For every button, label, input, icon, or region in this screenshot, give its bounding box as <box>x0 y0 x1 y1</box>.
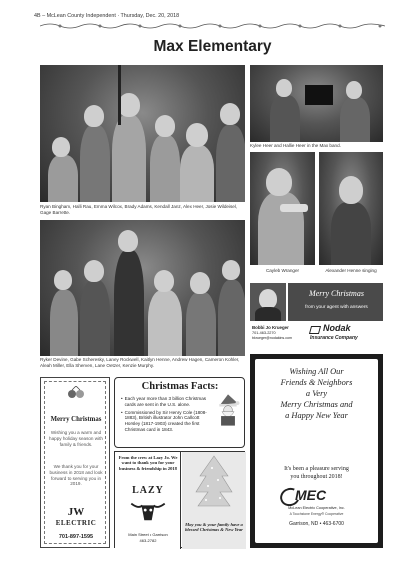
nodak-ad <box>250 283 383 346</box>
lazy-address-2: 463-2782 <box>139 538 157 543</box>
photo5-caption: Ryker Devine, Gabe Scheresky, Laney Rockwell, Kaitlyn Henne, Andrew Hagen, Cameron Kohler, Aleah Miller, Ella Sherven, Lane Oetzer, Kenzie Murphy. <box>40 357 240 368</box>
photo-singing-kids <box>40 65 245 202</box>
mec-line-2: Friends & Neighbors <box>280 378 353 387</box>
photo-trumpet <box>250 152 315 265</box>
mec-brand-tag: A Touchstone Energy® Cooperative <box>289 512 344 516</box>
lazy-jo-ad <box>114 451 245 548</box>
jw-body-2: We thank you for your business in 2018 and look forward to serving you in 2019. <box>49 464 103 487</box>
mec-serving-1: It's been a pleasure serving <box>284 466 349 472</box>
nodak-brand: Nodak <box>323 323 351 333</box>
mec-line-1: Wishing All Our <box>289 367 344 376</box>
fact-2: • Commissioned by Sir Henry Cole (1808-1883), British illustrator John Callcott Horsley (1817-1903) created the first Christmas card in 1843. <box>121 409 207 432</box>
mec-line-4: Merry Christmas and <box>280 400 353 409</box>
jw-brand-1: JW <box>67 506 85 518</box>
nodak-agent-email: bkrueger@nodakins.com <box>252 336 293 340</box>
mec-line-3: a Very <box>305 389 328 398</box>
photo4-caption: Alexander Henne singing <box>325 268 377 273</box>
mec-contact: Garrison, ND • 463-6700 <box>289 521 344 527</box>
fact-1: • Each year more than 3 billion Christmas cards are sent in the U.S. alone. <box>121 396 207 407</box>
christmas-facts-box <box>114 377 245 448</box>
jw-phone: 701-897-1595 <box>58 534 94 540</box>
ornament-icon <box>66 386 86 400</box>
jw-heading: Merry Christmas <box>50 416 102 423</box>
mec-brand: MEC <box>295 487 327 503</box>
page-title: Max Elementary <box>153 38 272 55</box>
steer-skull-icon <box>129 498 167 524</box>
nodak-agent-name: Bobbi Jo Krueger <box>252 325 289 330</box>
lazy-brand: LAZY <box>132 485 164 496</box>
jw-brand-2: ELECTRIC <box>55 519 97 527</box>
lazy-closing: May you & your family have a blessed Christmas & New Year <box>185 522 243 533</box>
jw-electric-ad <box>40 377 110 548</box>
facts-heading: Christmas Facts: <box>141 381 219 392</box>
mec-brand-sub: McLean Electric Cooperative, Inc. <box>288 506 345 510</box>
nodak-agent-phone: 701-463-2270 <box>252 331 276 335</box>
photo3-caption: Cayleb Wranger <box>265 268 300 273</box>
photo-choir <box>40 220 245 356</box>
nodak-brand-sub: Insurance Company <box>310 335 358 341</box>
holly-border <box>40 22 385 30</box>
photo-band <box>250 65 383 142</box>
mec-line-5: a Happy New Year <box>285 411 348 420</box>
christmas-tree-icon <box>194 454 234 510</box>
jw-body-1: Wishing you a warm and happy holiday season with family & friends. <box>49 430 103 447</box>
mec-ad <box>250 354 383 548</box>
lazy-address-1: Main Street • Garrison <box>128 532 168 537</box>
nodak-merry-christmas: Merry Christmas <box>309 289 364 298</box>
nodak-logo-icon <box>309 326 321 334</box>
nodak-tagline: from your agent with answers <box>305 305 368 310</box>
mec-serving-2: you throughout 2018! <box>290 474 343 480</box>
santa-icon <box>215 392 241 428</box>
lazy-top-text: From the crew at Lazy Jo. We want to thank you for your business & friendship in 2018 <box>118 455 178 471</box>
page-header: 4B – McLean County Independent · Thursday, Dec. 20, 2018 <box>34 13 180 19</box>
photo-singing-boy <box>319 152 383 265</box>
photo1-caption: Ryan Bingham, Halli Rau, Emma Wilcox, Brady Adams, Kendall Janz, Alex Heer, Josie Wildeisel, Gage Barrette. <box>40 204 238 215</box>
photo2-caption: Kylee Heer and Hallie Heer in the Max band. <box>250 143 341 148</box>
